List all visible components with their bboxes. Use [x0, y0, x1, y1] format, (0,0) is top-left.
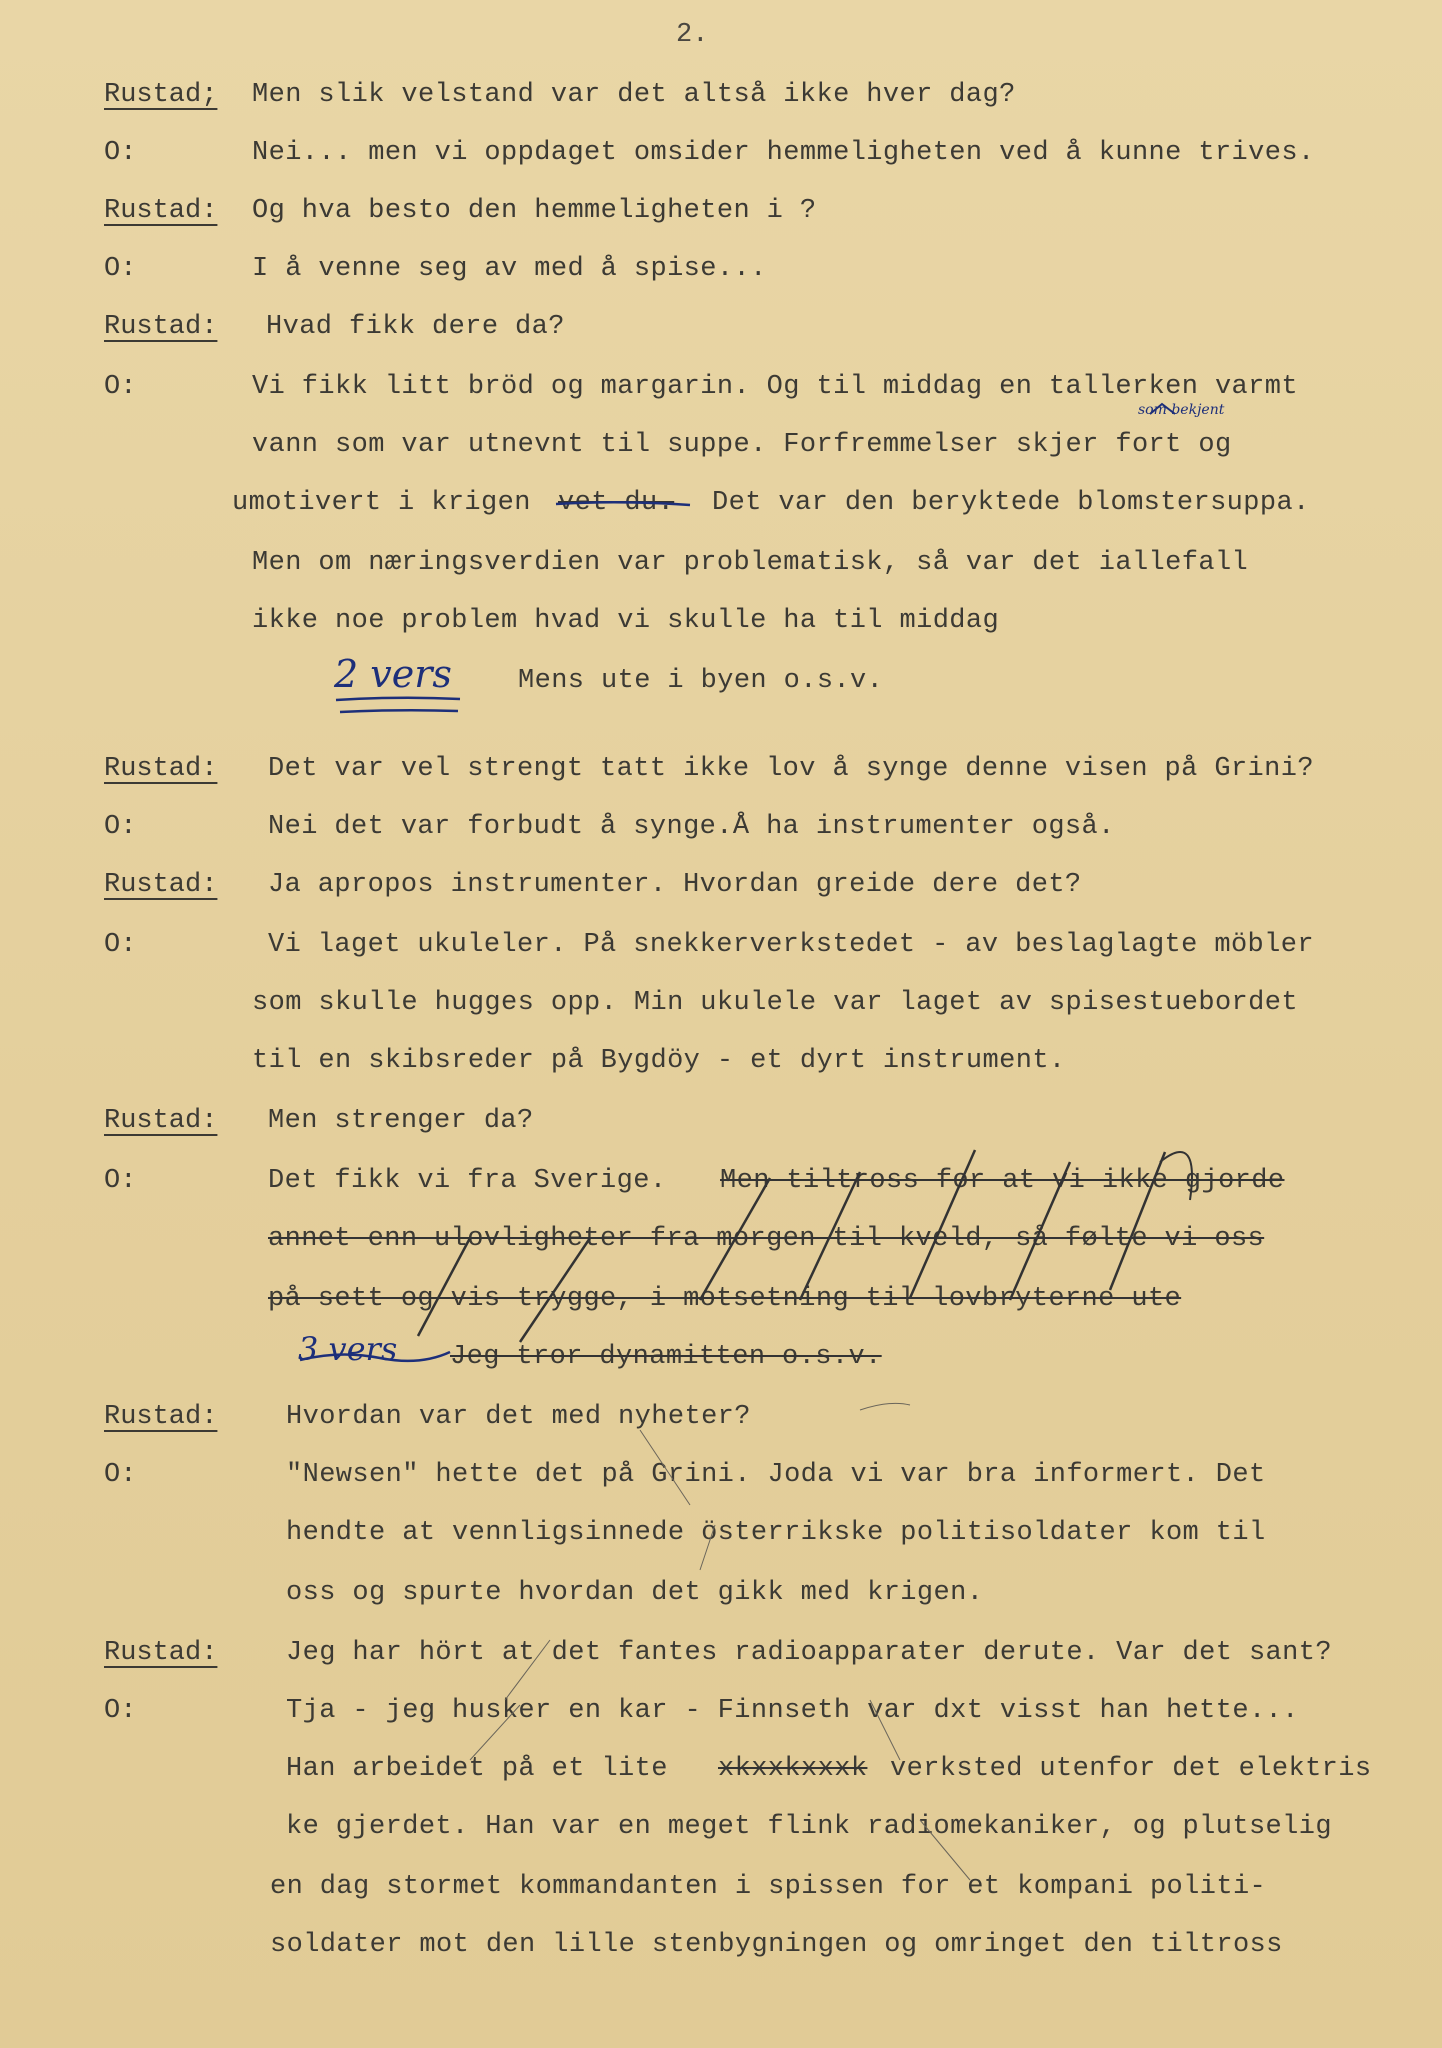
text-line: Mens ute i byen o.s.v.: [518, 666, 884, 696]
speaker-rustad: Rustad;: [104, 80, 218, 110]
speaker-rustad: Rustad:: [104, 196, 218, 226]
speaker-o: O:: [104, 930, 137, 960]
text-line: som skulle hugges opp. Min ukulele var laget av spisestuebordet: [252, 988, 1298, 1018]
text-line: "Newsen" hette det på Grini. Joda vi var bra informert. Det: [286, 1460, 1266, 1490]
struck-text: på sett og vis trygge, i motsetning til lovbryterne ute: [268, 1284, 1182, 1314]
text-line: soldater mot den lille stenbygningen og omringet den tiltross: [270, 1930, 1283, 1960]
text-line: I å venne seg av med å spise...: [252, 254, 767, 284]
text-line: til en skibsreder på Bygdöy - et dyrt instrument.: [252, 1046, 1066, 1076]
struck-text: xkxxkxxxk: [718, 1754, 868, 1784]
text-line: Men slik velstand var det altså ikke hver dag?: [252, 80, 1016, 110]
text-line: Det var den beryktede blomstersuppa.: [712, 488, 1310, 518]
text-line: umotivert i krigen: [232, 488, 531, 518]
text-line: hendte at vennligsinnede österrikske politisoldater kom til: [286, 1518, 1266, 1548]
speaker-rustad: Rustad:: [104, 870, 218, 900]
speaker-rustad: Rustad:: [104, 1402, 218, 1432]
struck-text: Men tiltross for at vi ikke gjorde: [720, 1166, 1285, 1196]
struck-text: Jeg tror dynamitten o.s.v.: [450, 1342, 882, 1372]
speaker-o: O:: [104, 372, 137, 402]
text-line: oss og spurte hvordan det gikk med krigen.: [286, 1578, 984, 1608]
text-line: Tja - jeg husker en kar - Finnseth var dxt visst han hette...: [286, 1696, 1299, 1726]
text-line: Nei... men vi oppdaget omsider hemmeligheten ved å kunne trives.: [252, 138, 1315, 168]
speaker-o: O:: [104, 254, 137, 284]
handwritten-verse-2: 2 vers: [334, 652, 452, 696]
text-line: ke gjerdet. Han var en meget flink radiomekaniker, og plutselig: [286, 1812, 1332, 1842]
speaker-rustad: Rustad:: [104, 754, 218, 784]
struck-text: vet du.: [558, 488, 675, 518]
speaker-rustad: Rustad:: [104, 1638, 218, 1668]
speaker-o: O:: [104, 812, 137, 842]
page-number: 2.: [676, 20, 709, 50]
handwritten-verse-3: 3 vers: [298, 1330, 398, 1368]
text-line: Vi laget ukuleler. På snekkerverkstedet - av beslaglagte möbler: [268, 930, 1314, 960]
text-line: Og hva besto den hemmeligheten i ?: [252, 196, 817, 226]
text-line: Han arbeidet på et lite: [286, 1754, 668, 1784]
speaker-o: O:: [104, 1460, 137, 1490]
text-line: Jeg har hört at det fantes radioapparater derute. Var det sant?: [286, 1638, 1332, 1668]
speaker-o: O:: [104, 138, 137, 168]
text-line: Ja apropos instrumenter. Hvordan greide dere det?: [268, 870, 1082, 900]
text-line: Nei det var forbudt å synge.Å ha instrumenter også.: [268, 812, 1115, 842]
handwritten-insertion: som bekjent: [1138, 402, 1225, 418]
text-line: Det fikk vi fra Sverige.: [268, 1166, 667, 1196]
text-line: en dag stormet kommandanten i spissen for et kompani politi-: [270, 1872, 1267, 1902]
text-line: Det var vel strengt tatt ikke lov å synge denne visen på Grini?: [268, 754, 1314, 784]
text-line: Hvad fikk dere da?: [266, 312, 565, 342]
text-line: Vi fikk litt bröd og margarin. Og til middag en tallerken varmt: [252, 372, 1298, 402]
speaker-o: O:: [104, 1166, 137, 1196]
speaker-o: O:: [104, 1696, 137, 1726]
speaker-rustad: Rustad:: [104, 1106, 218, 1136]
text-line: Men strenger da?: [268, 1106, 534, 1136]
text-line: Hvordan var det med nyheter?: [286, 1402, 751, 1432]
text-line: verksted utenfor det elektris: [890, 1754, 1372, 1784]
struck-text: annet enn ulovligheter fra morgen til kveld, så følte vi oss: [268, 1224, 1265, 1254]
text-line: Men om næringsverdien var problematisk, så var det iallefall: [252, 548, 1249, 578]
text-line: ikke noe problem hvad vi skulle ha til middag: [252, 606, 1000, 636]
text-line: vann som var utnevnt til suppe. Forfremmelser skjer fort og: [252, 430, 1232, 460]
speaker-rustad: Rustad:: [104, 312, 218, 342]
